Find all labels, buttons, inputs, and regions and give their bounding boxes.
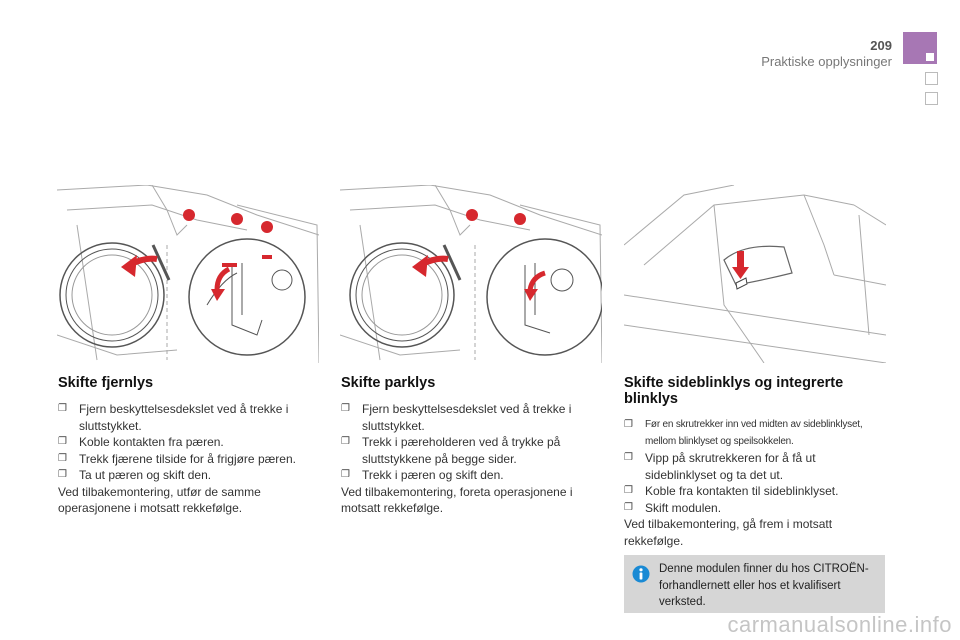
bullet-icon: ❐ <box>58 469 67 480</box>
list-item: ❐ Trekk i pæreholderen ved å trykke på sluttstykkene på begge sider. <box>341 435 561 466</box>
bullet-icon: ❐ <box>58 452 67 464</box>
list-item: ❐ Fjern beskyttelsesdekslet ved å trekke i sluttstykket. <box>58 402 289 433</box>
list-item: ❐ Skift modulen. <box>624 500 722 515</box>
info-text: Denne modulen finner du hos CITROËN-forhandlernett eller hos et kvalifisert verksted. <box>659 563 869 608</box>
illustration-side-lamp <box>340 185 602 363</box>
steps-list <box>624 417 889 516</box>
bullet-icon: ❐ <box>624 452 633 463</box>
bullet-icon: ❐ <box>58 436 67 447</box>
list-item: ❐ Vipp på skrutrekkeren for å få ut sideblinklyset og ta det ut. <box>624 451 816 482</box>
list-item: ❐ Trekk i pæren og skift den. <box>341 468 504 482</box>
arrow-icon <box>530 273 545 290</box>
reassembly-note: Ved tilbakemontering, foreta operasjonene i motsatt rekkefølge. <box>341 484 573 515</box>
bolt-marker-icon <box>183 209 195 221</box>
column-side-repeater <box>624 375 889 549</box>
section-title: Praktiske opplysninger <box>761 54 892 69</box>
bolt-marker-icon <box>231 213 243 225</box>
heading-main-beam: Skifte fjernlys <box>58 375 154 391</box>
mirror-shape <box>724 246 792 285</box>
bullet-icon: ❐ <box>58 403 67 414</box>
page-number: 209 <box>870 38 892 53</box>
list-item: ❐ Ta ut pæren og skift den. <box>58 468 212 482</box>
heading-side-repeater: Skifte sideblinklys og integrerte blinklys <box>624 375 844 407</box>
chapter-tab[interactable] <box>925 72 938 85</box>
chapter-tab[interactable] <box>925 92 938 105</box>
bullet-icon: ❐ <box>341 403 350 414</box>
tab-marker-icon <box>926 53 934 61</box>
column-main-beam <box>58 375 313 517</box>
list-item: ❐ Koble kontakten fra pæren. <box>58 435 224 449</box>
bullet-icon: ❐ <box>341 469 350 480</box>
reassembly-note: Ved tilbakemontering, utfør de samme operasjonene i motsatt rekkefølge. <box>58 484 261 515</box>
column-side-lamp <box>341 375 596 517</box>
illustration-main-beam <box>57 185 319 363</box>
watermark: carmanualsonline.info <box>727 612 952 637</box>
list-item: ❐ Fjern beskyttelsesdekslet ved å trekke i sluttstykket. <box>341 402 572 433</box>
bolt-marker-icon <box>514 213 526 225</box>
bullet-icon: ❐ <box>624 485 633 496</box>
bullet-icon: ❐ <box>624 419 633 430</box>
bullet-icon: ❐ <box>624 501 633 513</box>
steps-list <box>58 401 313 484</box>
info-box <box>624 555 885 613</box>
chapter-tab-active[interactable] <box>903 32 937 64</box>
reassembly-note: Ved tilbakemontering, gå frem i motsatt rekkefølge. <box>624 517 833 548</box>
bolt-marker-icon <box>466 209 478 221</box>
info-icon <box>632 565 650 583</box>
illustration-side-repeater <box>624 185 886 363</box>
bolt-marker-icon <box>261 221 273 233</box>
bullet-icon: ❐ <box>341 436 350 447</box>
list-item: ❐ Trekk fjærene tilside for å frigjøre pæren. <box>58 451 296 466</box>
list-item: ❐ Koble fra kontakten til sideblinklyset. <box>624 484 839 498</box>
heading-side-lamp: Skifte parklys <box>341 375 436 391</box>
steps-list <box>341 401 596 484</box>
list-item: ❐ Før en skrutrekker inn ved midten av sideblinklyset, mellom blinklyset og speilsokkelen. <box>624 419 863 447</box>
